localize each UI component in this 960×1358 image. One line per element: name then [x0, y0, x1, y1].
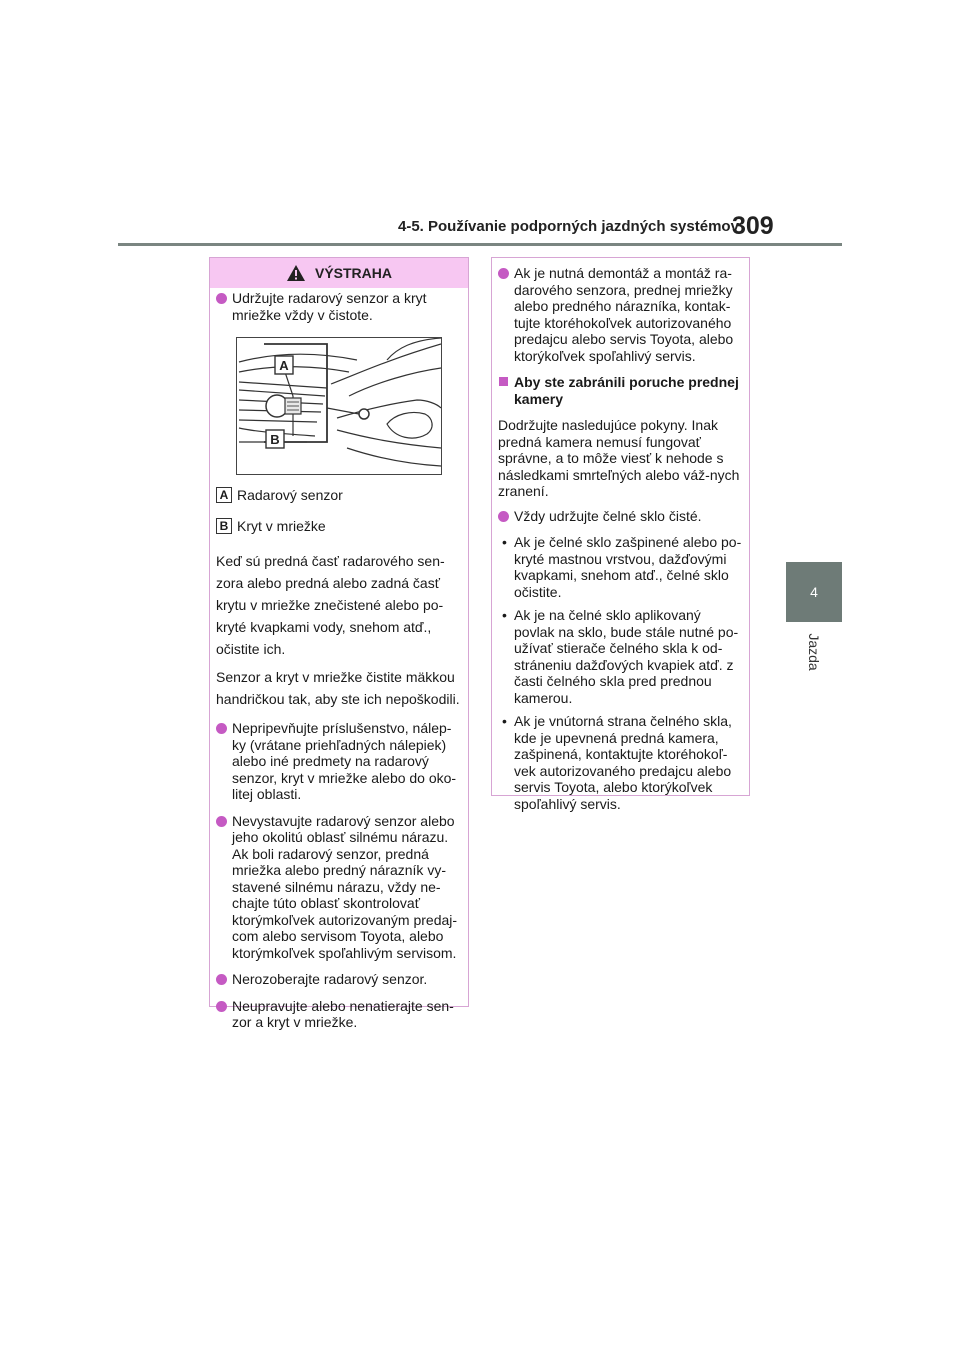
- chapter-label: [786, 624, 842, 684]
- chapter-label-text: Jazda: [806, 633, 822, 671]
- magenta-dot-icon: [216, 293, 227, 304]
- bullet-mark: •: [502, 607, 507, 623]
- warning-bullet-accessories: [216, 720, 462, 803]
- sub-bullet-inside: [498, 713, 743, 812]
- header-title: 4-5. Používanie podporných jazdných systémov: [398, 218, 739, 235]
- bullet-text: Nepripevňujte príslušenstvo, nálep-ky (vrátane priehľadných nálepiek) alebo iné predmety na radarový senzor, kryt v mriežke alebo do oko-litej oblasti.: [232, 720, 457, 802]
- magenta-dot-icon: [216, 723, 227, 734]
- bullet-text: Vždy udržujte čelné sklo čisté.: [514, 507, 702, 524]
- magenta-dot-icon: [216, 974, 227, 985]
- bullet-text: Neupravujte alebo nenatierajte sen-zor a kryt v mriežke.: [232, 997, 454, 1030]
- warning-bullet-windshield: [498, 508, 743, 525]
- magenta-dot-icon: [216, 816, 227, 827]
- magenta-dot-icon: [498, 268, 509, 279]
- warning-body-continued: [492, 258, 749, 812]
- legend-a-letter: A: [216, 487, 232, 503]
- bullet-text: Nevystavujte radarový senzor alebo jeho okolitú oblasť silnému nárazu. Ak boli radarový senzor, predná mriežka alebo predný nárazník vy-stavené silnému nárazu, vždy ne-chajte túto oblasť skontrolovať ktorýmkoľvek autorizovaným predaj-com alebo servisom Toyota, alebo ktorýmkoľvek spoľahlivým servisom.: [232, 812, 458, 961]
- sub-bullet-text: Ak je vnútorná strana čelného skla, kde je upevnená predná kamera, zašpinená, kontaktujte ktoréhokoľ-vek autorizovaného predajcu alebo servis Toyota, alebo ktorýkoľvek spoľahlivý servis.: [514, 713, 732, 812]
- camera-heading: [498, 374, 743, 407]
- warning-box: [209, 257, 469, 1030]
- sub-bullet-text: Ak je na čelné sklo aplikovaný povlak na sklo, bude stále nutné po-užívať stierače čelného skla k od-stráneniu dažďových kvapiek atď. z časti čelného skla pred prednou kamerou.: [514, 607, 739, 706]
- camera-instructions: Dodržujte nasledujúce pokyny. Inak predná kamera nemusí fungovať správne, a to môže viesť k nehode s následkami smrteľných alebo váž-nych zranení.: [498, 417, 740, 499]
- warning-triangle-icon: [286, 264, 306, 282]
- bullet-mark: •: [502, 713, 507, 729]
- magenta-dot-icon: [216, 1001, 227, 1012]
- legend-b-letter: B: [216, 518, 232, 534]
- warning-bullet-disassemble: [216, 971, 462, 988]
- warning-body: [210, 288, 468, 1031]
- radar-sensor-illustration: [237, 338, 441, 474]
- cleaning-paragraph: Keď sú predná časť radarového sen-zora alebo predná alebo zadná časť krytu v mriežke znečistené alebo po-kryté kvapkami vody, snehom atď., očistite ich.: [216, 553, 445, 657]
- bullet-text: Nerozoberajte radarový senzor.: [232, 971, 428, 987]
- radar-sensor-figure: [236, 337, 442, 475]
- legend-a-text: Radarový senzor: [237, 487, 343, 503]
- warning-bullet-impact: [216, 813, 462, 962]
- warning-bullet-clean: [216, 290, 462, 323]
- magenta-dot-icon: [498, 511, 509, 522]
- figure-label-b: B: [270, 432, 280, 447]
- warning-title: VÝSTRAHA: [314, 264, 392, 281]
- figure-label-a: A: [279, 358, 289, 373]
- warning-bullet-removal: [498, 265, 743, 364]
- warning-box-continued: [491, 257, 750, 812]
- bullet-mark: •: [502, 534, 507, 550]
- bullet-text: Udržujte radarový senzor a kryt mriežke vždy v čistote.: [232, 290, 427, 323]
- chapter-tab: 4: [786, 562, 842, 622]
- sub-bullet-dirty: [498, 534, 743, 600]
- bullet-text: Ak je nutná demontáž a montáž ra-darového senzora, prednej mriežky alebo predného nárazníka, kontak-tujte ktoréhokoľvek autorizovaného predajcu alebo servis Toyota, alebo ktorýkoľvek spoľahlivý servis.: [514, 265, 734, 364]
- sub-bullet-coating: [498, 607, 743, 706]
- soft-cloth-paragraph: Senzor a kryt v mriežke čistite mäkkou handričkou tak, aby ste ich nepoškodili.: [216, 669, 460, 707]
- heading-text: Aby ste zabránili poruche prednej kamery: [514, 374, 739, 407]
- warning-header: [210, 258, 468, 288]
- magenta-square-icon: [499, 377, 508, 386]
- legend-a: [216, 487, 462, 504]
- page-number: 309: [732, 212, 774, 240]
- legend-b: [216, 518, 462, 535]
- warning-bullet-modify: [216, 998, 462, 1031]
- sub-bullet-text: Ak je čelné sklo zašpinené alebo po-kryté mastnou vrstvou, dažďovými kvapkami, snehom atď., čelné sklo očistite.: [514, 534, 742, 600]
- legend-b-text: Kryt v mriežke: [237, 517, 326, 534]
- header-rule: [118, 243, 842, 246]
